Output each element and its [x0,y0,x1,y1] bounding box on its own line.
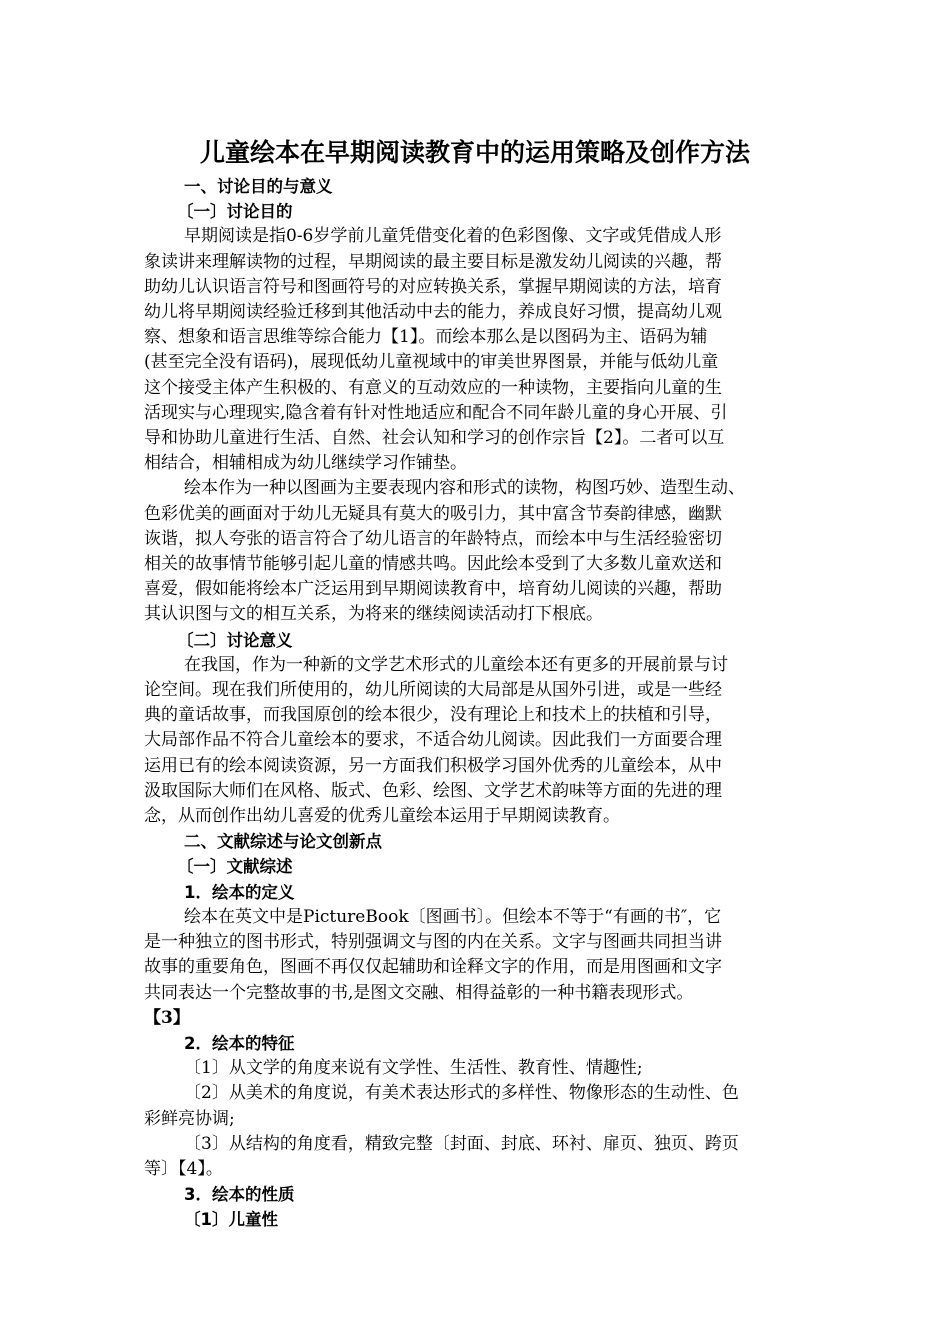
text-line: 彩鲜亮协调; [144,1108,235,1129]
paragraph [144,224,808,476]
text-line: 诙谐，拟人夸张的语言符合了幼儿语言的年龄特点，而绘本中与生活经验密切 [144,528,722,549]
subsubsection-heading: 2．绘本的特征 [184,1033,295,1053]
text-line: 论空间。现在我们所使用的，幼儿所阅读的大局部是从国外引进，或是一些经 [144,680,722,701]
paragraph [144,1132,808,1182]
paragraph [144,1056,808,1081]
text-line: 早期阅读是指0-6岁学前儿童凭借变化着的色彩图像、文字或凭借成人形 [184,226,722,247]
text-line: 绘本在英文中是PictureBook〔图画书〕。但绘本不等于“有画的书″，它 [184,906,722,927]
text-line: 喜爱，假如能将绘本广泛运用到早期阅读教育中，培育幼儿阅读的兴趣，帮助 [144,579,722,600]
paragraph [144,1081,808,1131]
text-line: 幼儿将早期阅读经验迁移到其他活动中去的能力，养成良好习惯，提高幼儿观 [144,302,722,323]
text-line: 〔1〕从文学的角度来说有文学性、生活性、教育性、情趣性; [184,1058,643,1079]
subsection-heading: 〔一〕讨论目的 [177,202,293,222]
text-line: 〔2〕从美术的角度说，有美术表达形式的多样性、物像形态的生动性、色 [184,1083,739,1104]
text-line: 运用已有的绘本阅读资源，另一方面我们积极学习国外优秀的儿童绘本，从中 [144,755,722,776]
document-title: 儿童绘本在早期阅读教育中的运用策略及创作方法 [199,138,750,167]
text-line: 活现实与心理现实,隐含着有针对性地适应和配合不同年龄儿童的身心开展、引 [144,402,728,423]
text-line: 大局部作品不符合儿童绘本的要求，不适合幼儿阅读。因此我们一方面要合理 [144,730,722,751]
text-line: 绘本作为一种以图画为主要表现内容和形式的读物，构图巧妙、造型生动、 [184,478,745,499]
text-line: 导和协助儿童进行生活、自然、社会认知和学习的创作宗旨【2】。二者可以互 [144,428,725,449]
text-line: 故事的重要角色，图画不再仅仅起辅助和诠释文字的作用，而是用图画和文字 [144,957,722,978]
text-line: 察、想象和语言思维等综合能力【1】。而绘本那么是以图码为主、语码为辅 [144,327,708,348]
text-line: 其认识图与文的相互关系，为将来的继续阅读活动打下根底。 [144,604,603,625]
text-line: 【3】 [144,1007,190,1028]
section-heading: 一、讨论目的与意义 [184,177,333,196]
subsubsection-heading: 〔1〕儿童性 [184,1210,278,1230]
text-line: 共同表达一个完整故事的书,是图文交融、相得益彰的一种书籍表现形式。 [144,982,694,1003]
text-line: 〔3〕从结构的角度看，精致完整〔封面、封底、环衬、扉页、独页、跨页 [184,1133,739,1154]
paragraph [144,653,808,829]
text-line: 汲取国际大师们在风格、版式、色彩、绘图、文学艺术韵味等方面的先进的理 [144,780,722,801]
text-line: 是一种独立的图书形式，特别强调文与图的内在关系。文字与图画共同担当讲 [144,932,722,953]
section-heading: 二、文献综述与论文创新点 [184,832,382,852]
subsection-heading: 〔一〕文献综述 [177,857,293,877]
text-line: 这个接受主体产生积极的、有意义的互动效应的一种读物，主要指向儿童的生 [144,377,722,398]
paragraph [144,905,808,1031]
text-line: 相关的故事情节能够引起儿童的情感共鸣。因此绘本受到了大多数儿童欢送和 [144,554,722,575]
text-line: 等〕【4】。 [144,1158,223,1179]
text-line: 相结合，相辅相成为幼儿继续学习作铺垫。 [144,453,467,474]
subsubsection-heading: 1．绘本的定义 [184,882,295,902]
paragraph [144,476,808,627]
document-body [144,174,808,1233]
text-line: (甚至完全没有语码)，展现低幼儿童视域中的审美世界图景，并能与低幼儿童 [144,352,719,373]
text-line: 念，从而创作出幼儿喜爱的优秀儿童绘本运用于早期阅读教育。 [144,806,620,827]
subsubsection-heading: 3．绘本的性质 [184,1185,295,1205]
text-line: 在我国，作为一种新的文学艺术形式的儿童绘本还有更多的开展前景与讨 [184,654,728,675]
text-line: 象读讲来理解读物的过程，早期阅读的最主要目标是激发幼儿阅读的兴趣，帮 [144,251,722,272]
subsection-heading: 〔二〕讨论意义 [177,630,293,650]
text-line: 典的童话故事，而我国原创的绘本很少，没有理论上和技术上的扶植和引导， [144,705,722,726]
text-line: 助幼儿认识语言符号和图画符号的对应转换关系，掌握早期阅读的方法，培育 [144,276,722,297]
text-line: 色彩优美的画面对于幼儿无疑具有莫大的吸引力，其中富含节奏韵律感，幽默 [144,503,722,524]
